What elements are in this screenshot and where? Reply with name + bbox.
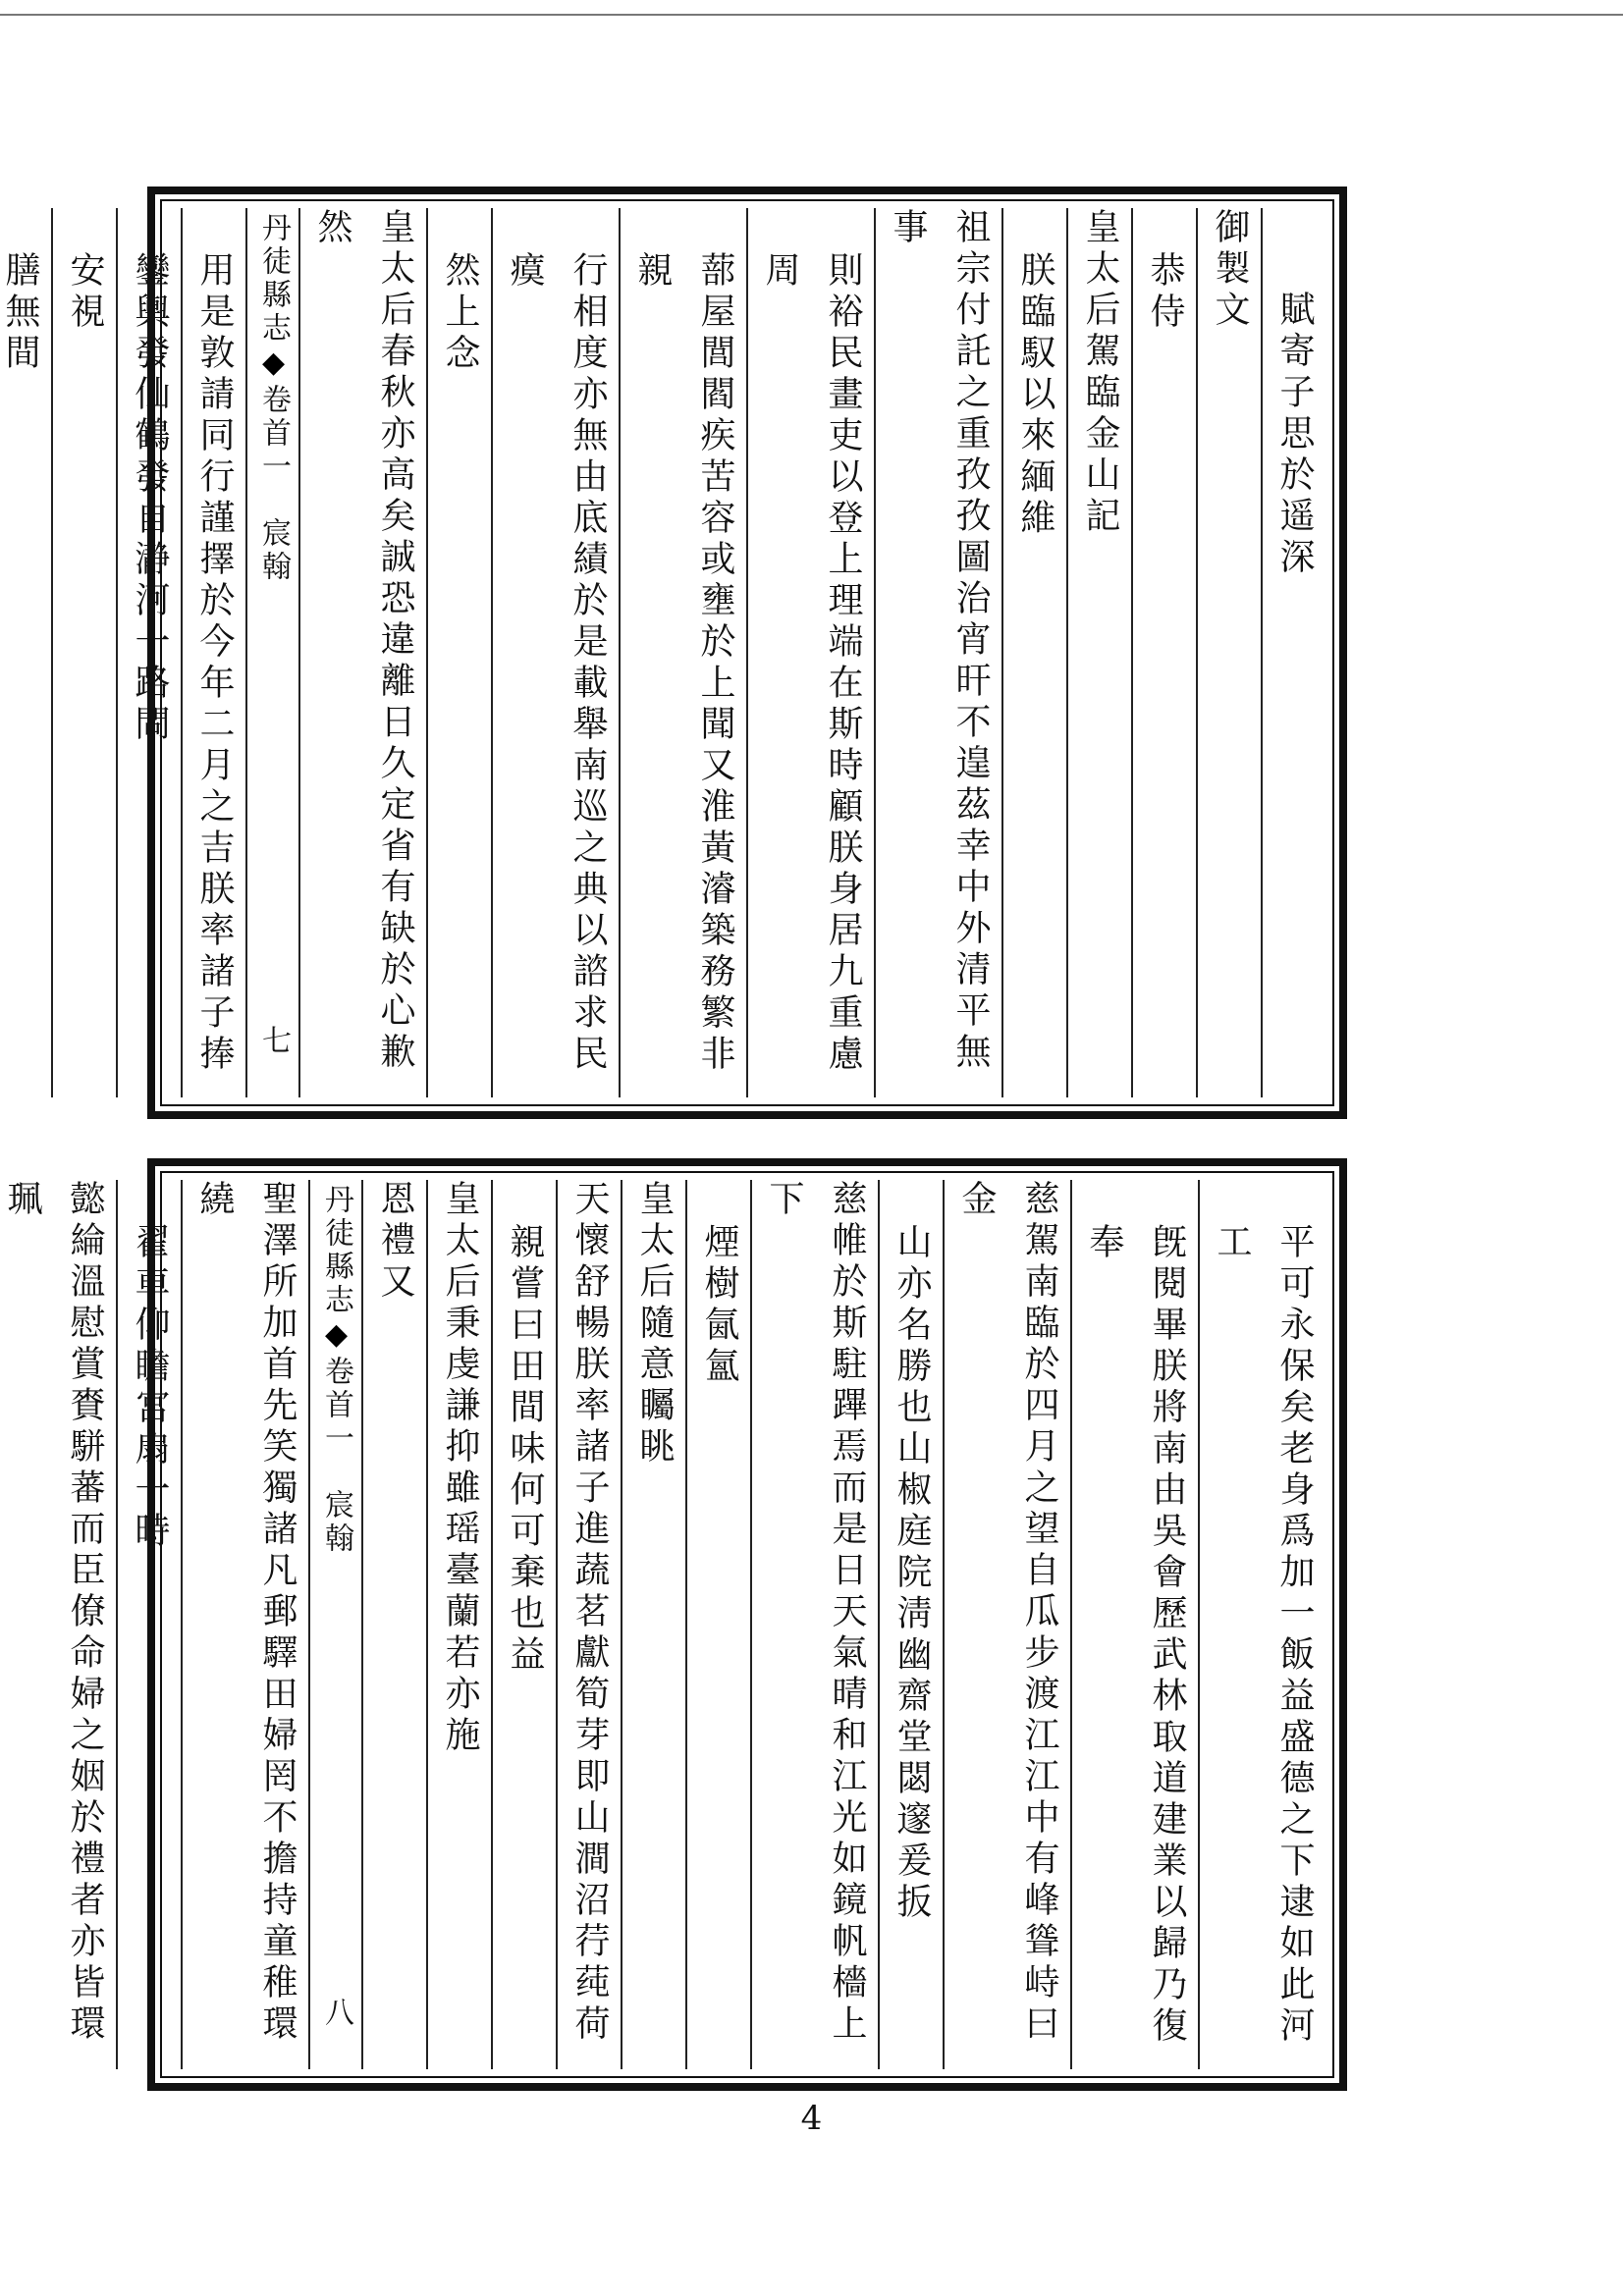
text-column: 行相度亦無由底績於是載舉南巡之典以諮求民瘼 [491, 208, 619, 1097]
text-column: 懿綸溫慰賞賚駢蕃而臣僚命婦之姻於禮者亦皆環珮 [0, 1180, 116, 2069]
text-column: 皇太后駕臨金山記 [1066, 208, 1131, 1097]
leaf-number: 七 [256, 1025, 291, 1058]
fish-tail-mark: ◆ [319, 1317, 353, 1356]
fish-tail-mark: ◆ [256, 346, 291, 384]
text-column: 用是敦請同行謹擇於今年二月之吉朕率諸子捧 [181, 208, 245, 1097]
text-column: 膳無間 [0, 208, 51, 1097]
text-column: 聖澤所加首先笑獨諸凡郵驛田婦罔不擔持童稚環繞 [181, 1180, 308, 2069]
text-column: 則裕民畫吏以登上理端在斯時顧朕身居九重慮周 [746, 208, 874, 1097]
text-column: 賦寄子思於遥深 [1261, 208, 1325, 1097]
text-column: 親嘗曰田間味何可棄也益 [491, 1180, 556, 2069]
text-column: 山亦名勝也山椒庭院淸幽齋堂閟邃爰扳 [878, 1180, 943, 2069]
text-column: 旣閱畢朕將南由吳會歷武林取道建業以歸乃復奉 [1070, 1180, 1198, 2069]
upper-leaf [0, 187, 1347, 1119]
text-column: 恭侍 [1131, 208, 1196, 1097]
text-column: 恩禮又 [361, 1180, 426, 2069]
section-label: 宸翰 [256, 517, 291, 584]
text-column: 祖宗付託之重孜孜圖治宵旰不遑茲幸中外清平無事 [874, 208, 1001, 1097]
text-column: 慈駕南臨於四月之望自瓜步渡江江中有峰聳峙曰金 [943, 1180, 1070, 2069]
text-column: 安視 [51, 208, 116, 1097]
section-label: 宸翰 [319, 1489, 353, 1556]
text-column: 皇太后秉虔謙抑雖瑶臺蘭若亦施 [426, 1180, 491, 2069]
text-column: 朕臨馭以來緬維 [1001, 208, 1066, 1097]
text-column: 平可永保矣老身爲加一飯益盛德之下逮如此河工 [1198, 1180, 1325, 2069]
page-number: 4 [800, 2099, 823, 2138]
volume-label: 卷首一 [319, 1356, 353, 1456]
text-column: 慈帷於斯駐蹕焉而是日天氣晴和江光如鏡帆檣上下 [750, 1180, 878, 2069]
leaf-number: 八 [319, 1997, 353, 2030]
lower-leaf [2, 1158, 1347, 2091]
text-column: 蔀屋閭閻疾苦容或壅於上聞又淮黃濬築務繁非親 [619, 208, 746, 1097]
book-title: 丹徒縣志 [319, 1184, 353, 1317]
upper-columns [0, 208, 1325, 1097]
top-rule [0, 14, 1623, 16]
text-column: 御製文 [1196, 208, 1261, 1097]
text-column: 天懷舒暢朕率諸子進蔬茗獻筍芽即山澗沼荇莼荷 [556, 1180, 621, 2069]
book-title: 丹徒縣志 [256, 212, 291, 346]
center-column [308, 1180, 361, 2069]
text-column: 翟車仰瞻宮扇一時 [116, 1180, 181, 2069]
text-column: 鑾輿發仙鶴發自瀞河一路問 [116, 208, 181, 1097]
text-column: 然上念 [426, 208, 491, 1097]
center-column [245, 208, 298, 1097]
text-column: 皇太后隨意矚眺 [621, 1180, 685, 2069]
text-column: 煙樹氤氳 [685, 1180, 750, 2069]
volume-label: 卷首一 [256, 384, 291, 484]
text-column: 皇太后春秋亦高矣誠恐違離日久定省有缺於心歉然 [298, 208, 426, 1097]
lower-columns [2, 1180, 1325, 2069]
